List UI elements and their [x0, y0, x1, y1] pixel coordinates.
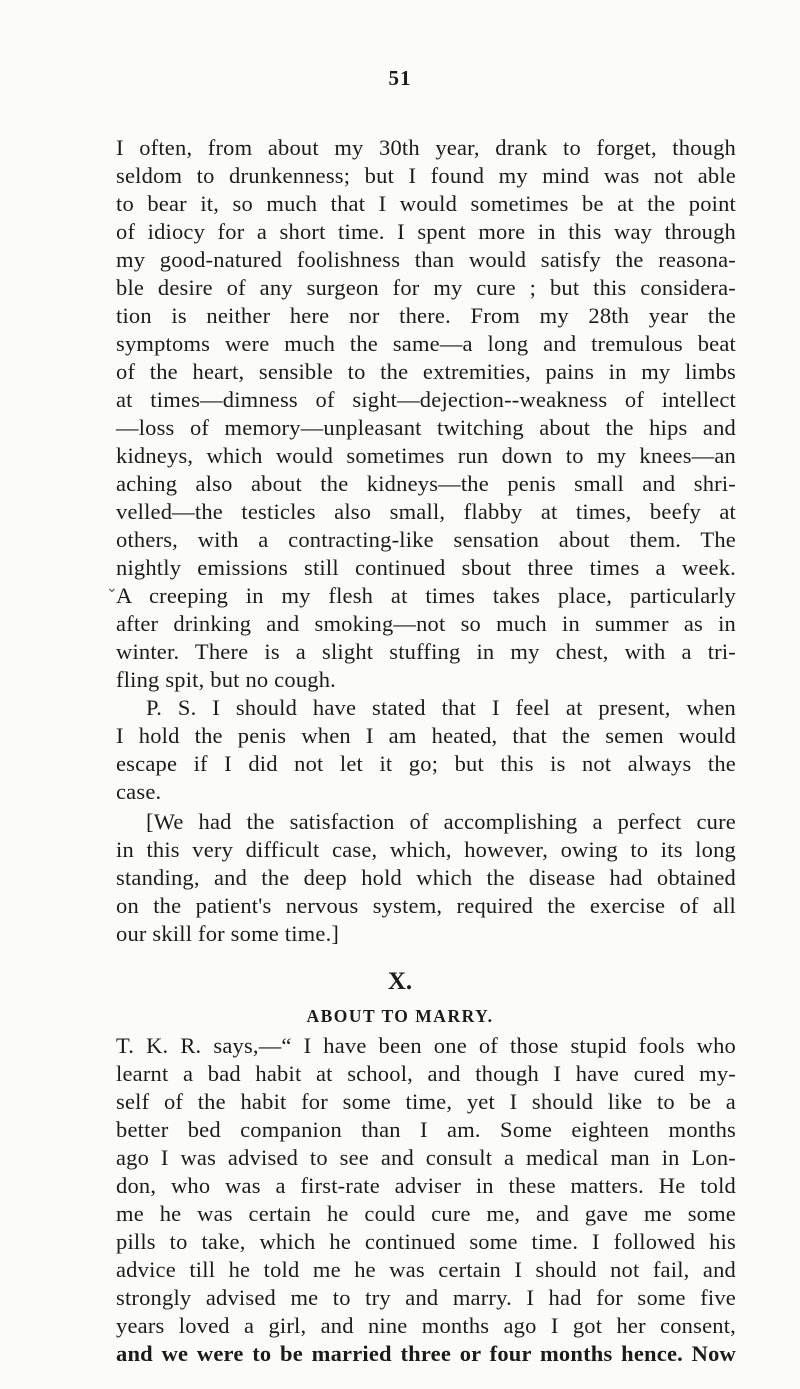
text-line: of the heart, sensible to the extremities, pains in my limbs	[116, 359, 736, 384]
text-line: winter. There is a slight stuffing in my chest, with a tri-	[116, 639, 736, 664]
text-line: escape if I did not let it go; but this is not always the	[116, 751, 736, 776]
text-line: self of the habit for some time, yet I should like to be a	[116, 1089, 736, 1114]
text-line: my good-natured foolishness than would satisfy the reasona-	[116, 247, 736, 272]
text-line: others, with a contracting-like sensation about them. The	[116, 527, 736, 552]
section-title: ABOUT TO MARRY.	[306, 1006, 494, 1026]
text-line: standing, and the deep hold which the disease had obtained	[116, 865, 736, 890]
text-line: tion is neither here nor there. From my 28th year the	[116, 303, 736, 328]
text-line: me he was certain he could cure me, and gave me some	[116, 1201, 736, 1226]
text-line: advice till he told me he was certain I should not fail, and	[116, 1257, 736, 1282]
text-line: ago I was advised to see and consult a medical man in Lon-	[116, 1145, 736, 1170]
text-line: I hold the penis when I am heated, that the semen would	[116, 723, 736, 748]
text-line: nightly emissions still continued sbout three times a week.	[116, 555, 736, 580]
text-line: T. K. R. says,—“ I have been one of those stupid fools who	[116, 1033, 736, 1058]
text-line: I often, from about my 30th year, drank to forget, though	[116, 135, 736, 160]
text-line: A creeping in my flesh at times takes place, particularly	[116, 583, 736, 608]
text-line: better bed companion than I am. Some eighteen months	[116, 1117, 736, 1142]
text-line: after drinking and smoking—not so much in summer as in	[116, 611, 736, 636]
text-line: don, who was a first-rate adviser in these matters. He told	[116, 1173, 736, 1198]
text-line: of idiocy for a short time. I spent more in this way through	[116, 219, 736, 244]
text-line: kidneys, which would sometimes run down to my knees—an	[116, 443, 736, 468]
text-line: in this very difficult case, which, however, owing to its long	[116, 837, 736, 862]
text-line: on the patient's nervous system, required the exercise of all	[116, 893, 736, 918]
text-line: learnt a bad habit at school, and though I have cured my-	[116, 1061, 736, 1086]
section-numeral: X.	[387, 968, 413, 995]
text-line: our skill for some time.]	[116, 921, 340, 946]
text-line: —loss of memory—unpleasant twitching about the hips and	[116, 415, 736, 440]
text-line: strongly advised me to try and marry. I had for some five	[116, 1285, 736, 1310]
text-line: seldom to drunkenness; but I found my mind was not able	[116, 163, 736, 188]
text-line: pills to take, which he continued some time. I followed his	[116, 1229, 736, 1254]
text-line: and we were to be married three or four months hence. Now	[116, 1341, 736, 1366]
text-line: ble desire of any surgeon for my cure ; but this considera-	[116, 275, 736, 300]
text-line: fling spit, but no cough.	[116, 667, 336, 692]
text-line: P. S. I should have stated that I feel at present, when	[146, 695, 736, 720]
text-line: velled—the testicles also small, flabby at times, beefy at	[116, 499, 736, 524]
text-line: to bear it, so much that I would sometimes be at the point	[116, 191, 736, 216]
text-line: case.	[116, 779, 162, 804]
text-line: years loved a girl, and nine months ago I got her consent,	[116, 1313, 736, 1338]
text-line: symptoms were much the same—a long and tremulous beat	[116, 331, 736, 356]
text-line: at times—dimness of sight—dejection--weakness of intellect	[116, 387, 736, 412]
text-line: [We had the satisfaction of accomplishing a perfect cure	[146, 809, 736, 834]
page-number: 51	[388, 66, 412, 90]
margin-mark: ⌄	[106, 581, 118, 596]
text-line: aching also about the kidneys—the penis small and shri-	[116, 471, 736, 496]
